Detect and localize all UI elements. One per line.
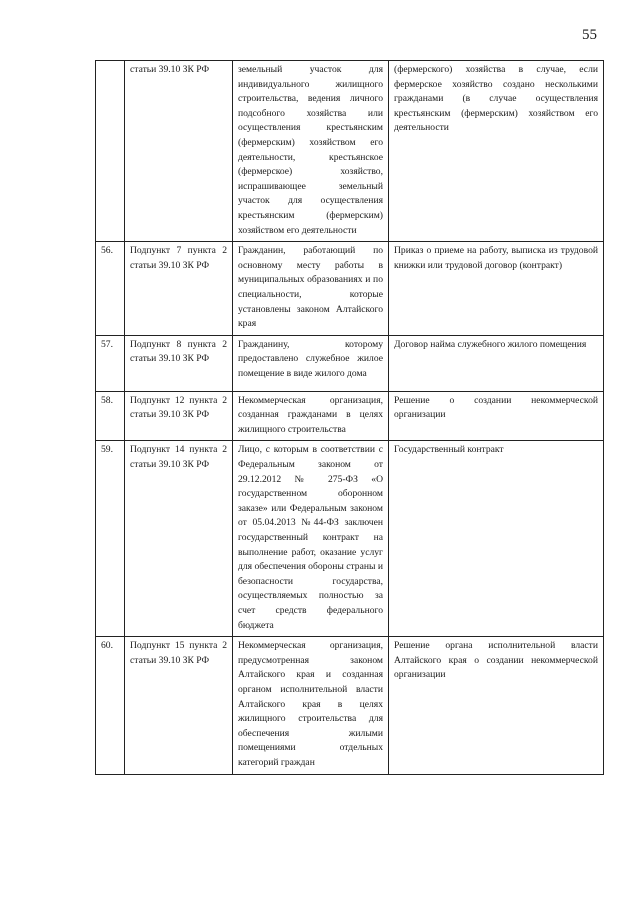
legal-basis-cell: Подпункт 7 пункта 2 статьи 39.10 ЗК РФ xyxy=(125,242,233,336)
table-row xyxy=(96,242,604,336)
row-number xyxy=(96,61,125,242)
row-number: 57. xyxy=(96,335,125,391)
applicant-cell: Некоммерческая организация, предусмотренная законом Алтайского края и созданная органом исполнительной власти Алтайского края в целях жилищного строительства для обеспечения жилыми помещениями отдельных категорий граждан xyxy=(233,637,389,774)
document-cell: (фермерского) хозяйства в случае, если фермерское хозяйство создано несколькими гражданами (в случае осуществления крестьянским (фермерским) хозяйством его деятельности xyxy=(389,61,604,242)
document-cell: Решение о создании некоммерческой организации xyxy=(389,391,604,441)
legal-basis-cell: Подпункт 14 пункта 2 статьи 39.10 ЗК РФ xyxy=(125,441,233,637)
legal-basis-cell: Подпункт 15 пункта 2 статьи 39.10 ЗК РФ xyxy=(125,637,233,774)
applicant-cell: Лицо, с которым в соответствии с Федеральным законом от 29.12.2012 № 275-ФЗ «О государственном оборонном заказе» или Федеральным законом от 05.04.2013 №44-ФЗ заключен государственный контракт на выполнение работ, оказание услуг для обеспечения обороны страны и безопасности государства, осуществляемых полностью за счет средств федерального бюджета xyxy=(233,441,389,637)
table-row xyxy=(96,335,604,391)
row-number: 56. xyxy=(96,242,125,336)
legal-basis-cell: Подпункт 8 пункта 2 статьи 39.10 ЗК РФ xyxy=(125,335,233,391)
applicant-cell: Гражданину, которому предоставлено служебное жилое помещение в виде жилого дома xyxy=(233,335,389,391)
document-cell: Государственный контракт xyxy=(389,441,604,637)
land-provision-table xyxy=(95,60,604,775)
table-row xyxy=(96,441,604,637)
row-number: 60. xyxy=(96,637,125,774)
document-cell: Договор найма служебного жилого помещения xyxy=(389,335,604,391)
row-number: 59. xyxy=(96,441,125,637)
legal-basis-cell: Подпункт 12 пункта 2 статьи 39.10 ЗК РФ xyxy=(125,391,233,441)
applicant-cell: Гражданин, работающий по основному месту работы в муниципальных образованиях и по специальности, которые установлены законом Алтайского края xyxy=(233,242,389,336)
applicant-cell: земельный участок для индивидуального жилищного строительства, ведения личного подсобного хозяйства или осуществления крестьянским (фермерским) хозяйством его деятельности, крестьянское (фермерское) хозяйство, испрашивающее земельный участок для осуществления крестьянским (фермерским) хозяйством его деятельности xyxy=(233,61,389,242)
document-cell: Приказ о приеме на работу, выписка из трудовой книжки или трудовой договор (контракт) xyxy=(389,242,604,336)
table-row xyxy=(96,61,604,242)
applicant-cell: Некоммерческая организация, созданная гражданами в целях жилищного строительства xyxy=(233,391,389,441)
legal-basis-cell: статьи 39.10 ЗК РФ xyxy=(125,61,233,242)
table-row xyxy=(96,391,604,441)
table-row xyxy=(96,637,604,774)
document-cell: Решение органа исполнительной власти Алтайского края о создании некоммерческой организации xyxy=(389,637,604,774)
row-number: 58. xyxy=(96,391,125,441)
page-number: 55 xyxy=(582,27,597,43)
